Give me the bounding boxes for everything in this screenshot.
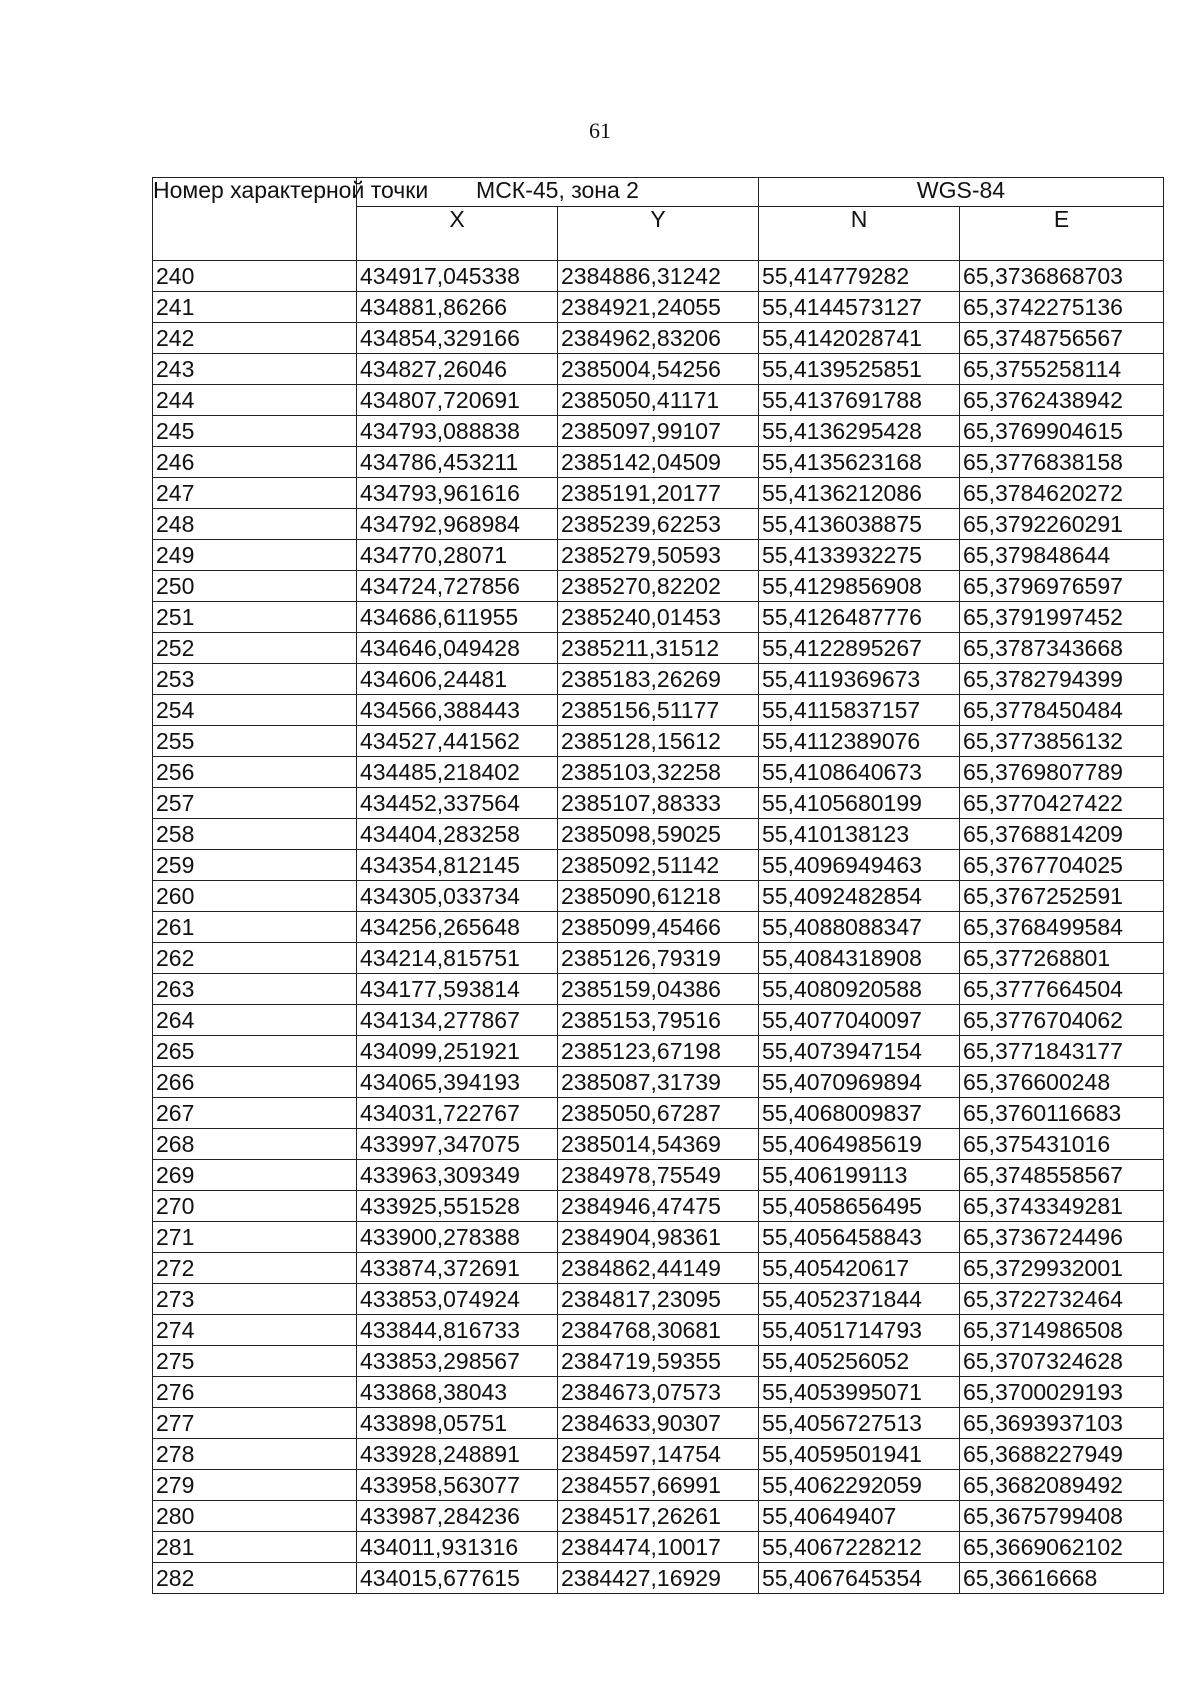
cell-e: 65,3768499584 — [960, 912, 1164, 943]
cell-e: 65,3791997452 — [960, 602, 1164, 633]
cell-point-number: 280 — [153, 1501, 357, 1532]
cell-y: 2385279,50593 — [558, 540, 759, 571]
cell-e: 65,3760116683 — [960, 1098, 1164, 1129]
cell-point-number: 258 — [153, 819, 357, 850]
table-row — [153, 323, 1164, 354]
table-row — [153, 1067, 1164, 1098]
table-row — [153, 1129, 1164, 1160]
cell-x: 434606,24481 — [357, 664, 558, 695]
cell-x: 433987,284236 — [357, 1501, 558, 1532]
cell-y: 2385239,62253 — [558, 509, 759, 540]
cell-x: 434485,218402 — [357, 757, 558, 788]
cell-x: 433898,05751 — [357, 1408, 558, 1439]
table-row — [153, 509, 1164, 540]
header-point-number: Номер характерной точки — [153, 178, 357, 261]
cell-y: 2385128,15612 — [558, 726, 759, 757]
cell-x: 434065,394193 — [357, 1067, 558, 1098]
cell-x: 433853,298567 — [357, 1346, 558, 1377]
cell-n: 55,4058656495 — [759, 1191, 960, 1222]
cell-n: 55,405256052 — [759, 1346, 960, 1377]
table-row — [153, 819, 1164, 850]
cell-e: 65,3688227949 — [960, 1439, 1164, 1470]
cell-point-number: 240 — [153, 261, 357, 292]
cell-point-number: 244 — [153, 385, 357, 416]
cell-y: 2385240,01453 — [558, 602, 759, 633]
cell-x: 434305,033734 — [357, 881, 558, 912]
cell-point-number: 247 — [153, 478, 357, 509]
table-row — [153, 1005, 1164, 1036]
table-row — [153, 881, 1164, 912]
cell-y: 2385098,59025 — [558, 819, 759, 850]
cell-e: 65,3767704025 — [960, 850, 1164, 881]
table-row — [153, 1501, 1164, 1532]
cell-e: 65,3736724496 — [960, 1222, 1164, 1253]
table-row — [153, 1036, 1164, 1067]
cell-y: 2385270,82202 — [558, 571, 759, 602]
cell-point-number: 273 — [153, 1284, 357, 1315]
cell-y: 2384517,26261 — [558, 1501, 759, 1532]
cell-n: 55,4056458843 — [759, 1222, 960, 1253]
table-row — [153, 974, 1164, 1005]
cell-point-number: 281 — [153, 1532, 357, 1563]
cell-point-number: 266 — [153, 1067, 357, 1098]
cell-y: 2385159,04386 — [558, 974, 759, 1005]
cell-e: 65,3707324628 — [960, 1346, 1164, 1377]
cell-x: 434807,720691 — [357, 385, 558, 416]
cell-x: 434566,388443 — [357, 695, 558, 726]
cell-e: 65,3742275136 — [960, 292, 1164, 323]
table-row — [153, 478, 1164, 509]
table-row — [153, 1346, 1164, 1377]
cell-x: 434354,812145 — [357, 850, 558, 881]
cell-y: 2385004,54256 — [558, 354, 759, 385]
table-row — [153, 664, 1164, 695]
cell-n: 55,4105680199 — [759, 788, 960, 819]
table-row — [153, 695, 1164, 726]
cell-e: 65,3787343668 — [960, 633, 1164, 664]
cell-point-number: 272 — [153, 1253, 357, 1284]
cell-y: 2385087,31739 — [558, 1067, 759, 1098]
cell-point-number: 275 — [153, 1346, 357, 1377]
cell-point-number: 254 — [153, 695, 357, 726]
cell-e: 65,3682089492 — [960, 1470, 1164, 1501]
cell-x: 434214,815751 — [357, 943, 558, 974]
table-row — [153, 1377, 1164, 1408]
table-row — [153, 943, 1164, 974]
cell-e: 65,3773856132 — [960, 726, 1164, 757]
cell-e: 65,3743349281 — [960, 1191, 1164, 1222]
table-row — [153, 416, 1164, 447]
cell-n: 55,4062292059 — [759, 1470, 960, 1501]
header-y: Y — [558, 207, 759, 261]
cell-e: 65,3669062102 — [960, 1532, 1164, 1563]
cell-point-number: 277 — [153, 1408, 357, 1439]
cell-e: 65,3736868703 — [960, 261, 1164, 292]
cell-x: 434134,277867 — [357, 1005, 558, 1036]
cell-x: 434786,453211 — [357, 447, 558, 478]
cell-e: 65,379848644 — [960, 540, 1164, 571]
cell-e: 65,3792260291 — [960, 509, 1164, 540]
cell-point-number: 250 — [153, 571, 357, 602]
cell-e: 65,3784620272 — [960, 478, 1164, 509]
table-row — [153, 1563, 1164, 1594]
cell-point-number: 271 — [153, 1222, 357, 1253]
cell-y: 2385126,79319 — [558, 943, 759, 974]
cell-e: 65,3782794399 — [960, 664, 1164, 695]
cell-x: 434015,677615 — [357, 1563, 558, 1594]
table-row — [153, 1439, 1164, 1470]
cell-y: 2384768,30681 — [558, 1315, 759, 1346]
cell-y: 2385014,54369 — [558, 1129, 759, 1160]
cell-point-number: 257 — [153, 788, 357, 819]
cell-n: 55,4126487776 — [759, 602, 960, 633]
cell-point-number: 248 — [153, 509, 357, 540]
cell-x: 433868,38043 — [357, 1377, 558, 1408]
cell-e: 65,3778450484 — [960, 695, 1164, 726]
cell-y: 2385191,20177 — [558, 478, 759, 509]
cell-n: 55,40649407 — [759, 1501, 960, 1532]
cell-x: 434686,611955 — [357, 602, 558, 633]
cell-n: 55,4129856908 — [759, 571, 960, 602]
table-row — [153, 1532, 1164, 1563]
cell-n: 55,4108640673 — [759, 757, 960, 788]
cell-point-number: 270 — [153, 1191, 357, 1222]
cell-e: 65,3729932001 — [960, 1253, 1164, 1284]
cell-y: 2385099,45466 — [558, 912, 759, 943]
cell-e: 65,3748558567 — [960, 1160, 1164, 1191]
cell-n: 55,4077040097 — [759, 1005, 960, 1036]
cell-x: 434854,329166 — [357, 323, 558, 354]
cell-n: 55,4092482854 — [759, 881, 960, 912]
cell-n: 55,414779282 — [759, 261, 960, 292]
cell-point-number: 267 — [153, 1098, 357, 1129]
cell-point-number: 282 — [153, 1563, 357, 1594]
cell-y: 2385123,67198 — [558, 1036, 759, 1067]
cell-point-number: 256 — [153, 757, 357, 788]
cell-point-number: 262 — [153, 943, 357, 974]
cell-n: 55,4059501941 — [759, 1439, 960, 1470]
cell-e: 65,3796976597 — [960, 571, 1164, 602]
cell-point-number: 242 — [153, 323, 357, 354]
cell-n: 55,4080920588 — [759, 974, 960, 1005]
cell-point-number: 260 — [153, 881, 357, 912]
cell-y: 2384817,23095 — [558, 1284, 759, 1315]
cell-n: 55,4136295428 — [759, 416, 960, 447]
cell-e: 65,3769807789 — [960, 757, 1164, 788]
table-row — [153, 292, 1164, 323]
cell-point-number: 243 — [153, 354, 357, 385]
cell-e: 65,3714986508 — [960, 1315, 1164, 1346]
table-row — [153, 726, 1164, 757]
cell-n: 55,4144573127 — [759, 292, 960, 323]
table-row — [153, 633, 1164, 664]
cell-n: 55,4067228212 — [759, 1532, 960, 1563]
cell-x: 434793,961616 — [357, 478, 558, 509]
cell-point-number: 253 — [153, 664, 357, 695]
cell-point-number: 274 — [153, 1315, 357, 1346]
cell-e: 65,376600248 — [960, 1067, 1164, 1098]
cell-n: 55,406199113 — [759, 1160, 960, 1191]
cell-x: 434827,26046 — [357, 354, 558, 385]
cell-y: 2384962,83206 — [558, 323, 759, 354]
table-row — [153, 912, 1164, 943]
cell-point-number: 269 — [153, 1160, 357, 1191]
cell-e: 65,3693937103 — [960, 1408, 1164, 1439]
cell-x: 434404,283258 — [357, 819, 558, 850]
table-row — [153, 850, 1164, 881]
cell-x: 433928,248891 — [357, 1439, 558, 1470]
cell-x: 434646,049428 — [357, 633, 558, 664]
table-row — [153, 1408, 1164, 1439]
cell-e: 65,3776704062 — [960, 1005, 1164, 1036]
cell-e: 65,3769904615 — [960, 416, 1164, 447]
cell-y: 2384597,14754 — [558, 1439, 759, 1470]
cell-e: 65,3722732464 — [960, 1284, 1164, 1315]
table-row — [153, 385, 1164, 416]
cell-y: 2385142,04509 — [558, 447, 759, 478]
cell-e: 65,3770427422 — [960, 788, 1164, 819]
cell-x: 434256,265648 — [357, 912, 558, 943]
cell-point-number: 263 — [153, 974, 357, 1005]
table-row — [153, 602, 1164, 633]
cell-x: 434792,968984 — [357, 509, 558, 540]
cell-y: 2384978,75549 — [558, 1160, 759, 1191]
table-row — [153, 1160, 1164, 1191]
cell-x: 433925,551528 — [357, 1191, 558, 1222]
cell-x: 434527,441562 — [357, 726, 558, 757]
cell-point-number: 252 — [153, 633, 357, 664]
table-row — [153, 1191, 1164, 1222]
table-row — [153, 757, 1164, 788]
cell-point-number: 255 — [153, 726, 357, 757]
cell-point-number: 261 — [153, 912, 357, 943]
table-body — [153, 261, 1164, 1594]
cell-n: 55,405420617 — [759, 1253, 960, 1284]
cell-n: 55,4139525851 — [759, 354, 960, 385]
cell-point-number: 265 — [153, 1036, 357, 1067]
header-x: X — [357, 207, 558, 261]
cell-e: 65,3762438942 — [960, 385, 1164, 416]
cell-n: 55,4136038875 — [759, 509, 960, 540]
table-row — [153, 1098, 1164, 1129]
cell-y: 2384904,98361 — [558, 1222, 759, 1253]
cell-y: 2385050,67287 — [558, 1098, 759, 1129]
cell-x: 433874,372691 — [357, 1253, 558, 1284]
cell-point-number: 276 — [153, 1377, 357, 1408]
cell-y: 2384719,59355 — [558, 1346, 759, 1377]
cell-e: 65,3776838158 — [960, 447, 1164, 478]
cell-e: 65,3777664504 — [960, 974, 1164, 1005]
cell-y: 2384886,31242 — [558, 261, 759, 292]
cell-n: 55,4070969894 — [759, 1067, 960, 1098]
cell-x: 433958,563077 — [357, 1470, 558, 1501]
cell-n: 55,4115837157 — [759, 695, 960, 726]
cell-e: 65,3748756567 — [960, 323, 1164, 354]
cell-n: 55,4073947154 — [759, 1036, 960, 1067]
cell-x: 433900,278388 — [357, 1222, 558, 1253]
cell-y: 2385156,51177 — [558, 695, 759, 726]
cell-x: 434099,251921 — [357, 1036, 558, 1067]
cell-y: 2384557,66991 — [558, 1470, 759, 1501]
cell-x: 433844,816733 — [357, 1315, 558, 1346]
cell-x: 434031,722767 — [357, 1098, 558, 1129]
cell-n: 55,4064985619 — [759, 1129, 960, 1160]
cell-point-number: 268 — [153, 1129, 357, 1160]
cell-e: 65,3768814209 — [960, 819, 1164, 850]
table-header — [153, 178, 1164, 261]
cell-x: 434793,088838 — [357, 416, 558, 447]
header-n: N — [759, 207, 960, 261]
cell-point-number: 241 — [153, 292, 357, 323]
cell-n: 55,4136212086 — [759, 478, 960, 509]
cell-n: 55,4119369673 — [759, 664, 960, 695]
cell-y: 2384427,16929 — [558, 1563, 759, 1594]
cell-x: 434452,337564 — [357, 788, 558, 819]
cell-y: 2385092,51142 — [558, 850, 759, 881]
cell-e: 65,3767252591 — [960, 881, 1164, 912]
cell-y: 2385050,41171 — [558, 385, 759, 416]
table-row — [153, 1315, 1164, 1346]
table-row — [153, 447, 1164, 478]
cell-n: 55,4067645354 — [759, 1563, 960, 1594]
cell-point-number: 249 — [153, 540, 357, 571]
cell-n: 55,4122895267 — [759, 633, 960, 664]
cell-point-number: 279 — [153, 1470, 357, 1501]
table-row — [153, 540, 1164, 571]
cell-n: 55,4112389076 — [759, 726, 960, 757]
cell-e: 65,3675799408 — [960, 1501, 1164, 1532]
table-row — [153, 788, 1164, 819]
cell-e: 65,3771843177 — [960, 1036, 1164, 1067]
cell-x: 434881,86266 — [357, 292, 558, 323]
cell-point-number: 246 — [153, 447, 357, 478]
cell-n: 55,4142028741 — [759, 323, 960, 354]
cell-e: 65,3700029193 — [960, 1377, 1164, 1408]
page-number: 61 — [589, 118, 611, 143]
header-e: E — [960, 207, 1164, 261]
cell-n: 55,4096949463 — [759, 850, 960, 881]
cell-point-number: 251 — [153, 602, 357, 633]
cell-y: 2385103,32258 — [558, 757, 759, 788]
cell-y: 2384474,10017 — [558, 1532, 759, 1563]
cell-y: 2384946,47475 — [558, 1191, 759, 1222]
cell-y: 2385183,26269 — [558, 664, 759, 695]
cell-y: 2384921,24055 — [558, 292, 759, 323]
cell-y: 2385153,79516 — [558, 1005, 759, 1036]
table-row — [153, 571, 1164, 602]
cell-x: 434770,28071 — [357, 540, 558, 571]
cell-e: 65,375431016 — [960, 1129, 1164, 1160]
cell-n: 55,4133932275 — [759, 540, 960, 571]
cell-e: 65,377268801 — [960, 943, 1164, 974]
cell-x: 433853,074924 — [357, 1284, 558, 1315]
cell-n: 55,4137691788 — [759, 385, 960, 416]
cell-y: 2384633,90307 — [558, 1408, 759, 1439]
cell-n: 55,4135623168 — [759, 447, 960, 478]
cell-y: 2385107,88333 — [558, 788, 759, 819]
cell-y: 2385097,99107 — [558, 416, 759, 447]
cell-n: 55,4056727513 — [759, 1408, 960, 1439]
cell-e: 65,36616668 — [960, 1563, 1164, 1594]
cell-e: 65,3755258114 — [960, 354, 1164, 385]
table-row — [153, 1253, 1164, 1284]
cell-x: 434917,045338 — [357, 261, 558, 292]
header-msk-group: МСК-45, зона 2 — [357, 178, 759, 207]
table-row — [153, 354, 1164, 385]
cell-n: 55,4052371844 — [759, 1284, 960, 1315]
cell-n: 55,4088088347 — [759, 912, 960, 943]
cell-n: 55,4068009837 — [759, 1098, 960, 1129]
cell-n: 55,4053995071 — [759, 1377, 960, 1408]
cell-point-number: 245 — [153, 416, 357, 447]
cell-point-number: 278 — [153, 1439, 357, 1470]
cell-x: 434177,593814 — [357, 974, 558, 1005]
cell-point-number: 264 — [153, 1005, 357, 1036]
cell-x: 433997,347075 — [357, 1129, 558, 1160]
cell-n: 55,410138123 — [759, 819, 960, 850]
table-row — [153, 1284, 1164, 1315]
cell-y: 2384673,07573 — [558, 1377, 759, 1408]
cell-x: 434724,727856 — [357, 571, 558, 602]
cell-y: 2385090,61218 — [558, 881, 759, 912]
cell-y: 2384862,44149 — [558, 1253, 759, 1284]
table-row — [153, 261, 1164, 292]
coordinates-table — [152, 177, 1164, 1594]
cell-n: 55,4084318908 — [759, 943, 960, 974]
cell-point-number: 259 — [153, 850, 357, 881]
table-row — [153, 1470, 1164, 1501]
header-wgs-group: WGS-84 — [759, 178, 1164, 207]
cell-n: 55,4051714793 — [759, 1315, 960, 1346]
cell-y: 2385211,31512 — [558, 633, 759, 664]
cell-x: 434011,931316 — [357, 1532, 558, 1563]
cell-x: 433963,309349 — [357, 1160, 558, 1191]
table-row — [153, 1222, 1164, 1253]
